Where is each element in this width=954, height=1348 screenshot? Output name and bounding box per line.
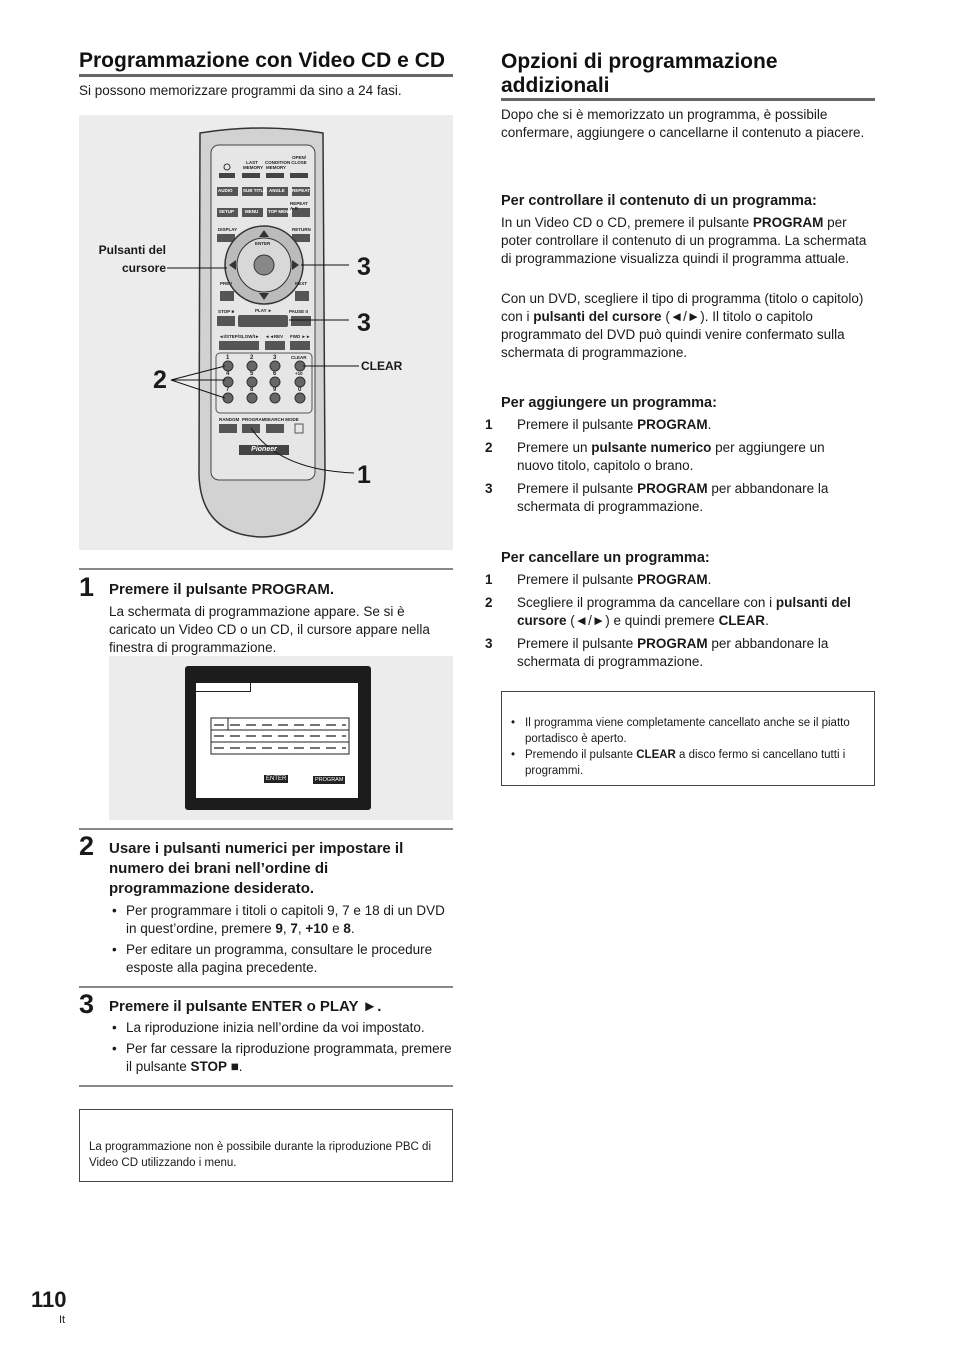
right-title-rule <box>501 98 875 101</box>
remote-menu-label: MENU <box>245 209 259 214</box>
remote-labels <box>79 115 453 550</box>
tv-screen <box>185 666 371 810</box>
step2-bullets <box>112 902 450 980</box>
clear-label: CLEAR <box>361 359 403 373</box>
remote-play-label: PLAY ► <box>255 308 273 313</box>
step3-bottom-rule <box>79 1085 453 1087</box>
step1-rule <box>79 568 453 570</box>
right-note-bullet-2: • Premendo il pulsante CLEAR a disco fermo si cancellano tutti i programmi. <box>511 747 861 779</box>
step1-body: La schermata di programmazione appare. Se si è caricato un Video CD o un CD, il cursore appare nella finestra di programmazione. <box>109 604 430 655</box>
step3-rule <box>79 986 453 988</box>
delete-steps <box>485 571 861 676</box>
remote-brand-logo: Pioneer <box>251 446 277 453</box>
remote-random-label: RANDOM <box>219 417 240 422</box>
control-heading: Per controllare il contenuto di un programma: <box>501 193 817 209</box>
remote-program-label: PROGRAM <box>242 417 266 422</box>
callout-2: 2 <box>153 366 167 394</box>
screen-inner <box>196 683 358 798</box>
remote-digit-0: 0 <box>298 387 302 393</box>
right-note-bullet-1: • Il programma viene completamente cancellato anche se il piatto portadisco è aperto. <box>511 715 861 747</box>
right-intro: Dopo che si è memorizzato un programma, è possibile confermare, aggiungere o cancellarne il contenuto a piacere. <box>501 107 865 140</box>
left-intro: Si possono memorizzare programmi da sino a 24 fasi. <box>79 83 402 98</box>
remote-condition-memory-label: CONDITION MEMORY <box>265 160 291 170</box>
remote-display-label: DISPLAY <box>218 227 238 232</box>
step2-number: 2 <box>79 831 95 861</box>
remote-angle-label: ANGLE <box>269 188 285 193</box>
remote-plus10-label: +10 <box>295 371 303 376</box>
step3-bullet-1: • La riproduzione inizia nell’ordine da voi impostato. <box>112 1019 452 1037</box>
remote-digit-1: 1 <box>226 355 230 361</box>
add-steps <box>485 416 861 521</box>
remote-fwd-label: FWD ►► <box>290 334 311 339</box>
step3-number: 3 <box>79 989 95 1019</box>
add-step-3: 3 Premere il pulsante PROGRAM per abbandonare la schermata di programmazione. <box>485 481 829 514</box>
remote-last-memory-label: LAST MEMORY <box>243 160 264 170</box>
left-title-rule <box>79 74 453 77</box>
remote-open-close-label: OPEN/ CLOSE <box>291 155 307 165</box>
add-step-2: 2 Premere un pulsante numerico per aggiungere un nuovo titolo, capitolo o brano. <box>485 440 825 473</box>
left-note-text: La programmazione non è possibile durante la riproduzione PBC di Video CD utilizzando i menu. <box>89 1141 432 1169</box>
remote-digit-3: 3 <box>273 355 277 361</box>
step2-bullet-1: • Per programmare i titoli o capitoli 9, 7 e 18 di un DVD in quest’ordine, premere 9, 7, +10 e 8. <box>112 902 450 938</box>
step1-title: Premere il pulsante PROGRAM. <box>109 581 335 598</box>
remote-enter-label: ENTER <box>255 241 271 246</box>
step2-title: Usare i pulsanti numerici per impostare il numero dei brani nell’ordine di programmazione desiderato. <box>109 840 404 897</box>
remote-digit-5: 5 <box>250 371 254 377</box>
remote-return-label: RETURN <box>292 227 311 232</box>
remote-search-mode-label: SEARCH MODE <box>265 417 299 422</box>
remote-pause-label: PAUSE II <box>289 309 308 314</box>
right-note-box <box>501 691 875 786</box>
callout-3a: 3 <box>357 253 371 281</box>
step2-rule <box>79 828 453 830</box>
remote-rev-label: ◄◄REV <box>265 334 284 339</box>
remote-digit-4: 4 <box>226 371 230 377</box>
right-note-bullets <box>511 715 861 782</box>
delete-step-3: 3 Premere il pulsante PROGRAM per abbandonare la schermata di programmazione. <box>485 636 829 669</box>
step3-bullet-2: • Per far cessare la riproduzione programmata, premere il pulsante STOP ■. <box>112 1040 452 1076</box>
remote-repeat-label: REPEAT <box>292 188 310 193</box>
control-para-1: In un Video CD o CD, premere il pulsante PROGRAM per poter controllare il contenuto di un programma. La schermata di programmazione visualizza quindi il programma attuale. <box>501 215 867 266</box>
remote-step-slow-label: ◄I/STEP/SLOW/I► <box>219 334 260 339</box>
delete-heading: Per cancellare un programma: <box>501 550 710 566</box>
control-para-2: Con un DVD, scegliere il tipo di programma (titolo o capitolo) con i pulsanti del cursore (◄/►). Il titolo o capitolo programmato del DVD può quindi venire confermato sulla schermata di programmazione. <box>501 291 864 360</box>
remote-audio-label: AUDIO <box>218 188 233 193</box>
remote-subtitle-label: SUB TITLE <box>243 188 267 193</box>
remote-digit-2: 2 <box>250 355 254 361</box>
screen-program-button: PROGRAM <box>315 777 344 783</box>
remote-digit-8: 8 <box>250 387 254 393</box>
left-title: Programmazione con Video CD e CD <box>79 49 446 72</box>
remote-digit-6: 6 <box>273 371 277 377</box>
step3-bullets <box>112 1019 452 1079</box>
step2-bullet-2: • Per editare un programma, consultare le procedure esposte alla pagina precedente. <box>112 941 450 977</box>
page-number: 110 <box>31 1287 67 1312</box>
remote-repeat-ab-label: REPEAT A-B <box>290 201 308 211</box>
remote-next-label: NEXT <box>295 281 308 286</box>
add-step-1: 1 Premere il pulsante PROGRAM. <box>485 417 712 432</box>
remote-figure <box>79 115 453 550</box>
step3-title: Premere il pulsante ENTER o PLAY ►. <box>109 998 382 1015</box>
remote-top-menu-label: TOP MENU <box>268 209 292 214</box>
delete-step-2: 2 Scegliere il programma da cancellare con i pulsanti del cursore (◄/►) e quindi premere CLEAR. <box>485 595 851 628</box>
left-note-box <box>79 1109 453 1182</box>
delete-step-1: 1 Premere il pulsante PROGRAM. <box>485 572 712 587</box>
add-heading: Per aggiungere un programma: <box>501 395 717 411</box>
remote-digit-9: 9 <box>273 387 277 393</box>
right-title-line1: Opzioni di programmazione <box>501 50 778 73</box>
remote-digit-7: 7 <box>226 387 230 393</box>
remote-setup-label: SETUP <box>219 209 235 214</box>
remote-clear-label: CLEAR <box>291 355 307 360</box>
cursor-buttons-label: Pulsanti del cursore <box>98 243 166 275</box>
step1-number: 1 <box>79 572 95 602</box>
callout-1: 1 <box>357 461 371 489</box>
right-title-line2: addizionali <box>501 74 610 97</box>
language-code: It <box>59 1314 66 1326</box>
program-screen-figure <box>109 656 453 820</box>
remote-stop-label: STOP ■ <box>218 309 235 314</box>
screen-enter-button: ENTER <box>266 776 287 782</box>
callout-3b: 3 <box>357 309 371 337</box>
remote-prev-label: PREV <box>220 281 233 286</box>
